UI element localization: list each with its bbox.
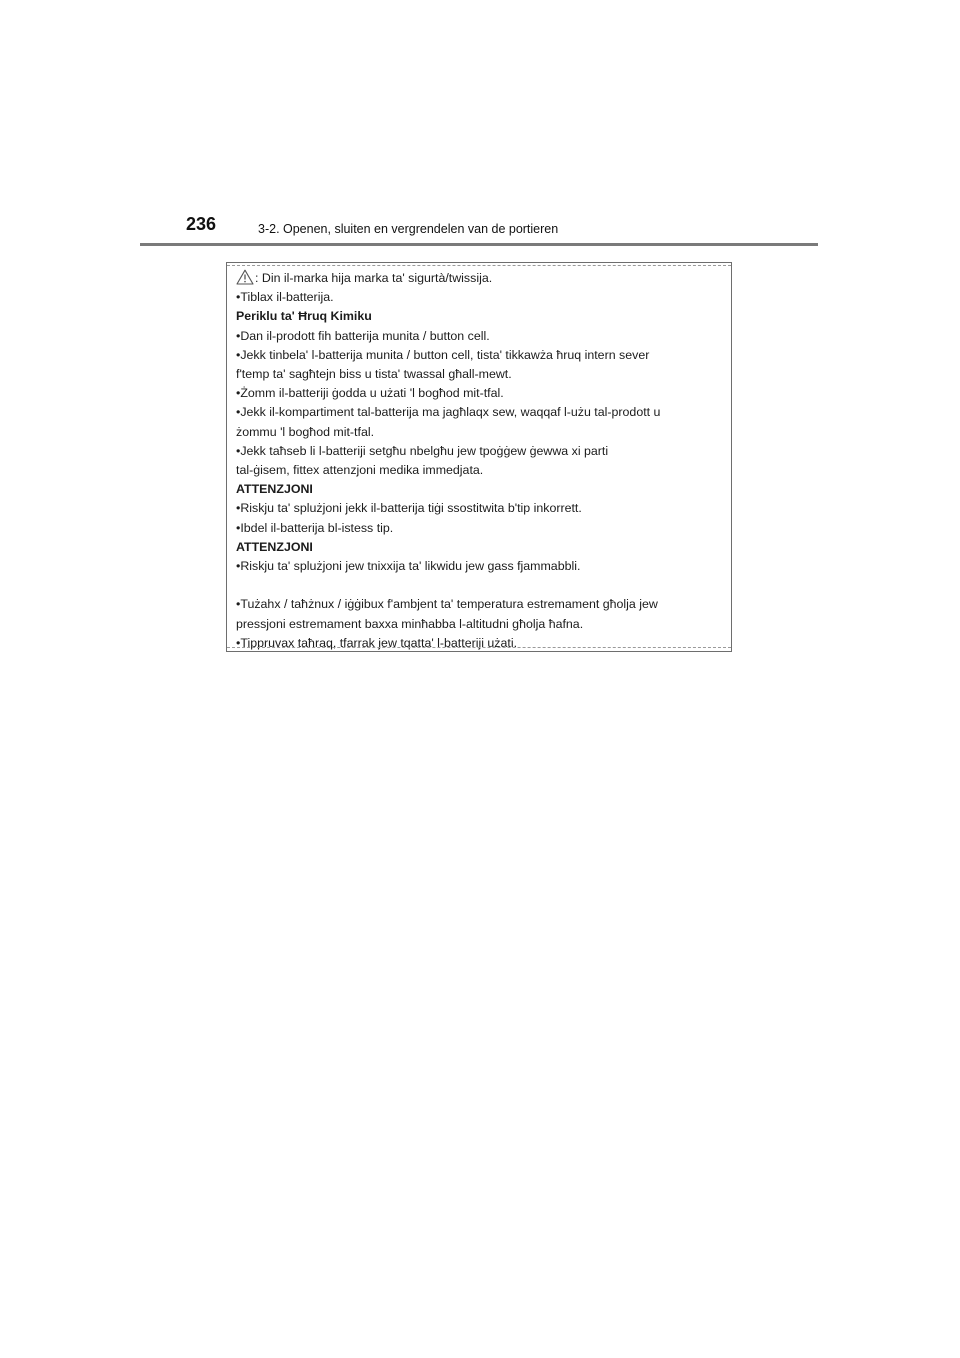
notice-line: •Żomm il-batteriji ġodda u użati 'l bogħod mit-tfal.: [236, 386, 504, 401]
notice-line: •Jekk taħseb li l-batteriji setgħu nbelgħu jew tpoġġew ġewwa xi parti: [236, 443, 609, 458]
notice-line: •Jekk il-kompartiment tal-batterija ma jagħlaqx sew, waqqaf l-użu tal-prodott u: [236, 405, 661, 420]
section-title: 3-2. Openen, sluiten en vergrendelen van de portieren: [258, 222, 559, 236]
notice-heading: ATTENZJONI: [236, 482, 313, 497]
notice-line: pressjoni estremament baxxa minħabba l-altitudni għolja ħafna.: [236, 616, 584, 631]
notice-line: f'temp ta' sagħtejn biss u tista' twassal għall-mewt.: [236, 367, 512, 382]
page-number: 236: [186, 214, 217, 234]
warning-notice-box: [226, 262, 732, 652]
notice-line: żommu 'l bogħod mit-tfal.: [236, 424, 375, 439]
notice-line: •Ibdel il-batterija bl-istess tip.: [236, 520, 394, 535]
notice-heading: Periklu ta' Ħruq Kimiku: [236, 309, 372, 324]
warning-triangle-icon: [236, 269, 254, 285]
notice-heading: ATTENZJONI: [236, 539, 313, 554]
notice-line: •Tippruvax taħraq, tfarrak jew tqatta' l-batteriji użati.: [236, 635, 518, 650]
notice-spacer: [236, 576, 725, 595]
notice-line: •Riskju ta' splużjoni jew tnixxija ta' likwidu jew gass fjammabbli.: [236, 559, 581, 574]
notice-line: tal-ġisem, fittex attenzjoni medika immedjata.: [236, 463, 484, 478]
notice-line: •Dan il-prodott fih batterija munita / button cell.: [236, 328, 490, 343]
notice-line: [236, 269, 725, 288]
notice-line: •Riskju ta' splużjoni jekk il-batterija tiġi ssostitwita b'tip inkorrett.: [236, 501, 582, 516]
notice-line-text: : Din il-marka hija marka ta' sigurtà/twissija.: [255, 271, 493, 285]
notice-line: •Tużahx / taħżnux / iġġibux f'ambjent ta' temperatura estremament għolja jew: [236, 597, 658, 612]
header-rule: [140, 243, 818, 246]
warning-notice-content: [236, 269, 725, 653]
notice-line: •Jekk tinbela' l-batterija munita / button cell, tista' tikkawża ħruq intern sever: [236, 347, 650, 362]
notice-line: •Tiblax il-batterija.: [236, 290, 334, 305]
